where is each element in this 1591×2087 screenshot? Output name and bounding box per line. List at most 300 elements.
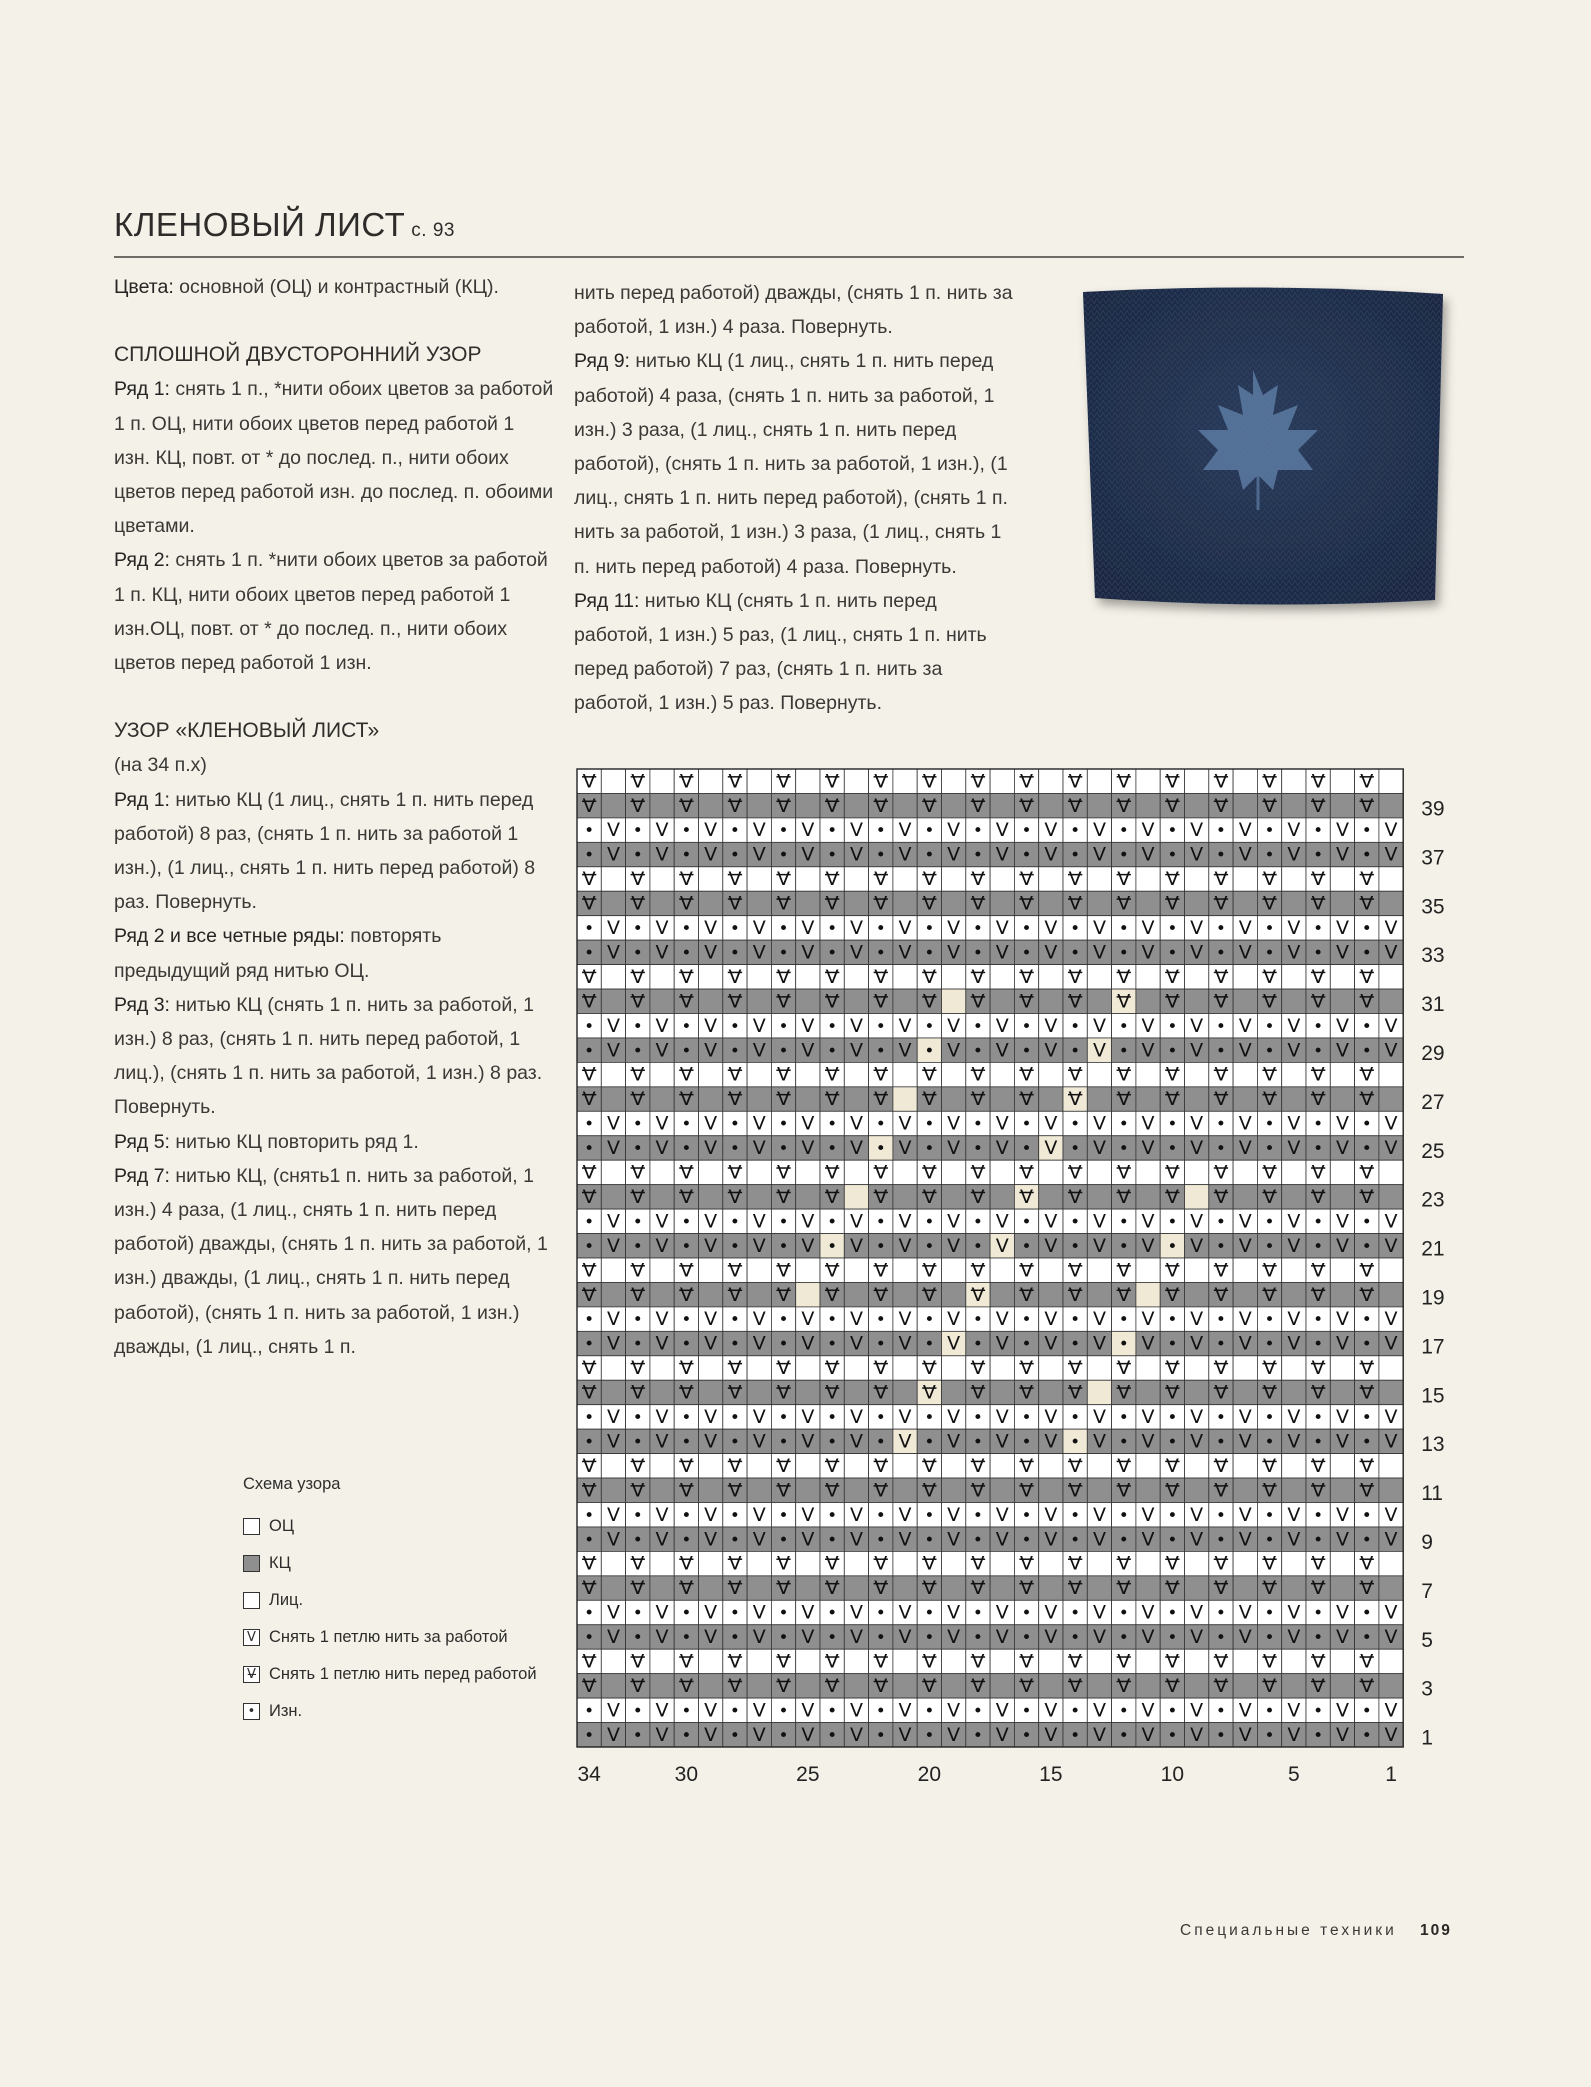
chart-cell (844, 1282, 868, 1306)
chart-symbol: V (1068, 892, 1082, 915)
chart-symbol: V (849, 1626, 863, 1649)
chart-symbol: V (825, 1063, 839, 1086)
chart-symbol: V (1044, 1626, 1058, 1649)
chart-cell (796, 1282, 820, 1306)
chart-cell (1039, 1282, 1063, 1306)
chart-symbol: V (1384, 1406, 1398, 1429)
chart-symbol: V (777, 1577, 791, 1600)
chart-symbol: • (1167, 1114, 1178, 1135)
chart-cell (844, 1649, 868, 1673)
chart-cell (1379, 989, 1403, 1013)
chart-cell (1282, 1454, 1306, 1478)
chart-symbol: V (1384, 1014, 1398, 1037)
legend-label: Снять 1 петлю нить за работой (269, 1628, 508, 1646)
title-text: КЛЕНОВЫЙ ЛИСТ (114, 206, 406, 243)
v-bar-symbol-icon: V̶ (243, 1666, 260, 1683)
chart-symbol: • (729, 1212, 740, 1233)
chart-cell (893, 1282, 917, 1306)
chart-cell (844, 1258, 868, 1282)
chart-symbol: • (632, 1408, 643, 1429)
chart-symbol: V (582, 990, 596, 1013)
chart-symbol: V (922, 1479, 936, 1502)
chart-symbol: V (631, 1283, 645, 1306)
chart-symbol: V (704, 1332, 718, 1355)
chart-cell (1379, 1356, 1403, 1380)
chart-symbol: V (995, 1699, 1009, 1722)
chart-symbol: V (971, 1650, 985, 1673)
chart-cell (1136, 1478, 1160, 1502)
chart-symbol: V (849, 941, 863, 964)
chart-symbol: • (1215, 1432, 1226, 1453)
chart-symbol: • (584, 1628, 595, 1649)
chart-symbol: V (1141, 941, 1155, 964)
chart-symbol: V (631, 1479, 645, 1502)
chart-symbol: V (582, 1650, 596, 1673)
chart-symbol: • (1021, 1725, 1032, 1746)
chart-symbol: V (704, 1039, 718, 1062)
chart-cell (1136, 1258, 1160, 1282)
chart-symbol: V (606, 1503, 620, 1526)
chart-symbol: V (1311, 965, 1325, 988)
chart-symbol: • (972, 919, 983, 940)
chart-symbol: • (1167, 943, 1178, 964)
chart-symbol: V (947, 1332, 961, 1355)
chart-symbol: V (1263, 1381, 1277, 1404)
chart-symbol: V (1335, 1308, 1349, 1331)
chart-symbol: V (777, 794, 791, 817)
chart-symbol: V (971, 794, 985, 817)
chart-cell (796, 1674, 820, 1698)
title-divider (114, 256, 1464, 258)
chart-symbol: V (1214, 1185, 1228, 1208)
chart-cell (942, 1674, 966, 1698)
chart-symbol: V (1311, 1259, 1325, 1282)
chart-symbol: V (655, 1014, 669, 1037)
chart-symbol: • (778, 1505, 789, 1526)
chart-symbol: • (1264, 1041, 1275, 1062)
chart-cell (893, 1062, 917, 1086)
chart-symbol: • (1313, 1310, 1324, 1331)
chart-cell (942, 867, 966, 891)
row-number-label: 39 (1421, 797, 1445, 821)
chart-symbol: V (849, 819, 863, 842)
chart-symbol: • (1313, 1530, 1324, 1551)
chart-cell (601, 1674, 625, 1698)
chart-symbol: V (874, 965, 888, 988)
chart-symbol: V (1263, 1161, 1277, 1184)
chart-cell (747, 1380, 771, 1404)
chart-symbol: V (947, 1039, 961, 1062)
chart-symbol: V (1044, 843, 1058, 866)
chart-cell (1087, 867, 1111, 891)
chart-symbol: • (778, 1236, 789, 1257)
chart-symbol: • (1361, 1334, 1372, 1355)
chart-symbol: V (1165, 1479, 1179, 1502)
chart-symbol: V (1287, 1332, 1301, 1355)
chart-symbol: • (632, 821, 643, 842)
chart-cell (1379, 867, 1403, 891)
chart-cell (1185, 1551, 1209, 1575)
chart-symbol: V (606, 917, 620, 940)
chart-symbol: V (1165, 1259, 1179, 1282)
chart-cell (1185, 1576, 1209, 1600)
chart-cell (601, 1258, 625, 1282)
chart-cell (1282, 1674, 1306, 1698)
chart-symbol: • (1313, 1701, 1324, 1722)
chart-cell (796, 793, 820, 817)
chart-cell (1185, 1454, 1209, 1478)
chart-symbol: V (1311, 1674, 1325, 1697)
chart-symbol: V (1068, 1161, 1082, 1184)
chart-cell (942, 1258, 966, 1282)
chart-cell (1136, 793, 1160, 817)
chart-cell (1185, 965, 1209, 989)
footer-section-title: Специальные техники (1180, 1922, 1397, 1939)
chart-symbol: V (728, 794, 742, 817)
chart-symbol: V (582, 1161, 596, 1184)
chart-symbol: V (874, 892, 888, 915)
chart-symbol: V (898, 1723, 912, 1746)
chart-symbol: V (1360, 1381, 1374, 1404)
row-label: Ряд 1: (114, 788, 170, 811)
chart-symbol: • (1118, 1114, 1129, 1135)
chart-symbol: V (801, 1601, 815, 1624)
chart-cell (942, 965, 966, 989)
chart-cell (747, 1356, 771, 1380)
chart-cell (1087, 891, 1111, 915)
chart-symbol: V (825, 1454, 839, 1477)
chart-symbol: • (1215, 1016, 1226, 1037)
chart-symbol: • (632, 1310, 643, 1331)
row-number-label: 3 (1421, 1677, 1433, 1701)
chart-cell (796, 1576, 820, 1600)
chart-symbol: V (874, 1650, 888, 1673)
chart-symbol: V (1287, 1308, 1301, 1331)
chart-symbol: V (704, 1503, 718, 1526)
chart-cell (601, 1185, 625, 1209)
chart-symbol: V (1190, 1308, 1204, 1331)
chart-symbol: V (1384, 1308, 1398, 1331)
chart-symbol: • (1070, 1628, 1081, 1649)
chart-cell (990, 1454, 1014, 1478)
chart-symbol: V (1190, 941, 1204, 964)
chart-symbol: • (972, 1701, 983, 1722)
chart-symbol: V (1092, 1234, 1106, 1257)
chart-symbol: • (827, 1505, 838, 1526)
chart-cell (650, 1087, 674, 1111)
chart-cell (844, 891, 868, 915)
chart-cell (1330, 1454, 1354, 1478)
chart-cell (942, 1062, 966, 1086)
chart-cell (601, 769, 625, 793)
chart-symbol: V (1360, 1650, 1374, 1673)
chart-cell (1379, 1576, 1403, 1600)
chart-cell (1330, 867, 1354, 891)
chart-symbol: V (679, 1088, 693, 1111)
chart-cell (1136, 965, 1160, 989)
chart-cell (990, 1674, 1014, 1698)
chart-symbol: • (1361, 1016, 1372, 1037)
chart-symbol: V (606, 1039, 620, 1062)
chart-symbol: • (1167, 1603, 1178, 1624)
chart-symbol: V (1238, 1503, 1252, 1526)
legend-label: ОЦ (269, 1517, 295, 1535)
chart-symbol: V (1092, 1112, 1106, 1135)
chart-symbol: • (875, 1236, 886, 1257)
chart-symbol: V (728, 990, 742, 1013)
chart-symbol: V (1384, 1112, 1398, 1135)
chart-cell (699, 1282, 723, 1306)
chart-symbol: V (1311, 990, 1325, 1013)
chart-symbol: • (1021, 1334, 1032, 1355)
chart-symbol: V (1117, 794, 1131, 817)
chart-symbol: V (849, 1332, 863, 1355)
chart-symbol: • (681, 1432, 692, 1453)
chart-symbol: • (681, 1236, 692, 1257)
chart-cell (650, 867, 674, 891)
chart-symbol: V (849, 1234, 863, 1257)
chart-symbol: V (874, 1479, 888, 1502)
chart-symbol: V (1020, 1674, 1034, 1697)
chart-cell (1330, 769, 1354, 793)
chart-symbol: V (947, 917, 961, 940)
chart-symbol: V (1287, 941, 1301, 964)
chart-symbol: V (582, 1552, 596, 1575)
chart-cell (942, 1380, 966, 1404)
chart-cell (844, 1185, 868, 1209)
chart-symbol: • (875, 1334, 886, 1355)
chart-cell (650, 1674, 674, 1698)
chart-symbol: V (1360, 1185, 1374, 1208)
chart-symbol: V (1117, 868, 1131, 891)
chart-symbol: V (679, 1357, 693, 1380)
chart-symbol: V (971, 1577, 985, 1600)
chart-symbol: • (584, 1603, 595, 1624)
chart-symbol: • (972, 1114, 983, 1135)
chart-symbol: V (1311, 1650, 1325, 1673)
chart-symbol: • (924, 1725, 935, 1746)
chart-symbol: • (729, 1603, 740, 1624)
chart-symbol: V (801, 1210, 815, 1233)
chart-symbol: V (874, 1185, 888, 1208)
legend-item-slip-back (243, 1619, 537, 1656)
chart-symbol: • (729, 1139, 740, 1160)
chart-symbol: V (1092, 1430, 1106, 1453)
chart-cell (893, 867, 917, 891)
chart-symbol: V (995, 1332, 1009, 1355)
chart-symbol: V (728, 1381, 742, 1404)
chart-cell (1233, 1478, 1257, 1502)
chart-symbol: V (655, 1626, 669, 1649)
chart-symbol: • (875, 1016, 886, 1037)
chart-symbol: V (1238, 1699, 1252, 1722)
chart-symbol: • (924, 1432, 935, 1453)
chart-cell (747, 1674, 771, 1698)
chart-symbol: • (1264, 1725, 1275, 1746)
chart-symbol: • (1167, 1212, 1178, 1233)
chart-symbol: • (1021, 821, 1032, 842)
chart-symbol: V (777, 1650, 791, 1673)
chart-cell (1233, 1454, 1257, 1478)
chart-symbol: V (1092, 1601, 1106, 1624)
chart-symbol: V (1165, 1381, 1179, 1404)
chart-symbol: V (995, 819, 1009, 842)
chart-symbol: V (1020, 965, 1034, 988)
chart-symbol: • (875, 821, 886, 842)
chart-symbol: V (1360, 770, 1374, 793)
chart-symbol: • (729, 1041, 740, 1062)
chart-symbol: V (1141, 1112, 1155, 1135)
chart-symbol: V (1190, 1626, 1204, 1649)
chart-symbol: • (778, 943, 789, 964)
chart-symbol: V (1020, 1381, 1034, 1404)
chart-symbol: V (1263, 794, 1277, 817)
chart-symbol: • (1021, 1016, 1032, 1037)
chart-cell (844, 1160, 868, 1184)
chart-symbol: • (875, 1310, 886, 1331)
chart-cell (990, 1258, 1014, 1282)
chart-symbol: V (874, 794, 888, 817)
chart-cell (844, 1380, 868, 1404)
chart-cell (990, 1087, 1014, 1111)
chart-symbol: • (1167, 1334, 1178, 1355)
chart-cell (1330, 1380, 1354, 1404)
chart-cell (942, 989, 966, 1013)
chart-cell (1039, 769, 1063, 793)
chart-cell (1379, 1160, 1403, 1184)
chart-cell (601, 1356, 625, 1380)
chart-symbol: V (1141, 1528, 1155, 1551)
row-number-label: 1 (1421, 1726, 1433, 1750)
chart-cell (1233, 1087, 1257, 1111)
chart-cell (1136, 867, 1160, 891)
chart-symbol: V (777, 1674, 791, 1697)
chart-symbol: V (947, 1699, 961, 1722)
chart-cell (1330, 1551, 1354, 1575)
chart-symbol: V (995, 1528, 1009, 1551)
chart-symbol: • (1118, 1628, 1129, 1649)
chart-cell (844, 1478, 868, 1502)
chart-symbol: V (1044, 1601, 1058, 1624)
chart-symbol: • (1070, 1725, 1081, 1746)
chart-symbol: • (827, 1530, 838, 1551)
instruction-row (114, 372, 554, 543)
chart-symbol: • (584, 1334, 595, 1355)
chart-symbol: • (1118, 1310, 1129, 1331)
chart-cell (699, 793, 723, 817)
chart-symbol: V (801, 1528, 815, 1551)
row-number-label: 33 (1421, 944, 1445, 968)
chart-symbol: • (1070, 1139, 1081, 1160)
chart-symbol: • (681, 1334, 692, 1355)
chart-symbol: V (922, 868, 936, 891)
chart-symbol: V (582, 1577, 596, 1600)
chart-symbol: V (631, 1259, 645, 1282)
chart-symbol: • (1070, 943, 1081, 964)
chart-symbol: • (1118, 1603, 1129, 1624)
chart-cell (1039, 1185, 1063, 1209)
chart-symbol: V (801, 1137, 815, 1160)
chart-symbol: V (1384, 843, 1398, 866)
chart-cell (601, 891, 625, 915)
chart-symbol: V (947, 1234, 961, 1257)
v-symbol-icon: V (243, 1629, 260, 1646)
chart-cell (747, 1551, 771, 1575)
chart-cell (1282, 1160, 1306, 1184)
chart-symbol: V (1044, 1234, 1058, 1257)
chart-cell (699, 1062, 723, 1086)
row-label: Ряд 5: (114, 1130, 170, 1153)
chart-symbol: V (1190, 1601, 1204, 1624)
chart-symbol: V (898, 1601, 912, 1624)
chart-symbol: V (825, 770, 839, 793)
chart-cell (844, 1551, 868, 1575)
chart-symbol: V (1068, 1381, 1082, 1404)
chart-cell (990, 1576, 1014, 1600)
chart-symbol: • (681, 1408, 692, 1429)
chart-symbol: V (679, 1259, 693, 1282)
chart-symbol: • (729, 1432, 740, 1453)
chart-symbol: V (1287, 819, 1301, 842)
chart-symbol: V (606, 819, 620, 842)
chart-symbol: • (1264, 919, 1275, 940)
chart-symbol: V (922, 770, 936, 793)
chart-symbol: • (1118, 1041, 1129, 1062)
chart-symbol: V (1263, 1185, 1277, 1208)
chart-symbol: V (1141, 1308, 1155, 1331)
chart-symbol: • (632, 1432, 643, 1453)
chart-symbol: • (827, 1603, 838, 1624)
chart-symbol: V (1117, 892, 1131, 915)
chart-symbol: V (1311, 1088, 1325, 1111)
chart-symbol: • (827, 1408, 838, 1429)
chart-symbol: V (1165, 1283, 1179, 1306)
chart-symbol: V (1214, 1063, 1228, 1086)
chart-cell (1136, 1454, 1160, 1478)
chart-symbol: V (874, 1357, 888, 1380)
chart-symbol: • (1021, 1432, 1032, 1453)
chart-symbol: V (1044, 1406, 1058, 1429)
row-label: Ряд 1: (114, 378, 170, 401)
chart-symbol: • (875, 1628, 886, 1649)
chart-cell (1282, 867, 1306, 891)
chart-cell (1087, 1478, 1111, 1502)
chart-symbol: • (681, 919, 692, 940)
chart-cell (1379, 891, 1403, 915)
chart-symbol: • (632, 845, 643, 866)
instruction-row (114, 1125, 554, 1159)
chart-symbol: • (1118, 1212, 1129, 1233)
chart-cell (942, 891, 966, 915)
chart-symbol: V (1068, 1063, 1082, 1086)
chart-symbol: V (1311, 794, 1325, 817)
chart-symbol: V (1141, 1626, 1155, 1649)
chart-cell (1330, 1674, 1354, 1698)
chart-symbol: V (922, 1674, 936, 1697)
row-number-label: 7 (1421, 1579, 1433, 1603)
chart-symbol: V (995, 1601, 1009, 1624)
chart-cell (1039, 1674, 1063, 1698)
chart-symbol: • (1313, 943, 1324, 964)
chart-cell (1379, 769, 1403, 793)
chart-cell (1185, 1649, 1209, 1673)
chart-symbol: V (1020, 1259, 1034, 1282)
chart-symbol: V (728, 1063, 742, 1086)
chart-symbol: V (1165, 1357, 1179, 1380)
chart-symbol: V (679, 1381, 693, 1404)
chart-cell (1330, 1062, 1354, 1086)
chart-symbol: V (922, 1161, 936, 1184)
